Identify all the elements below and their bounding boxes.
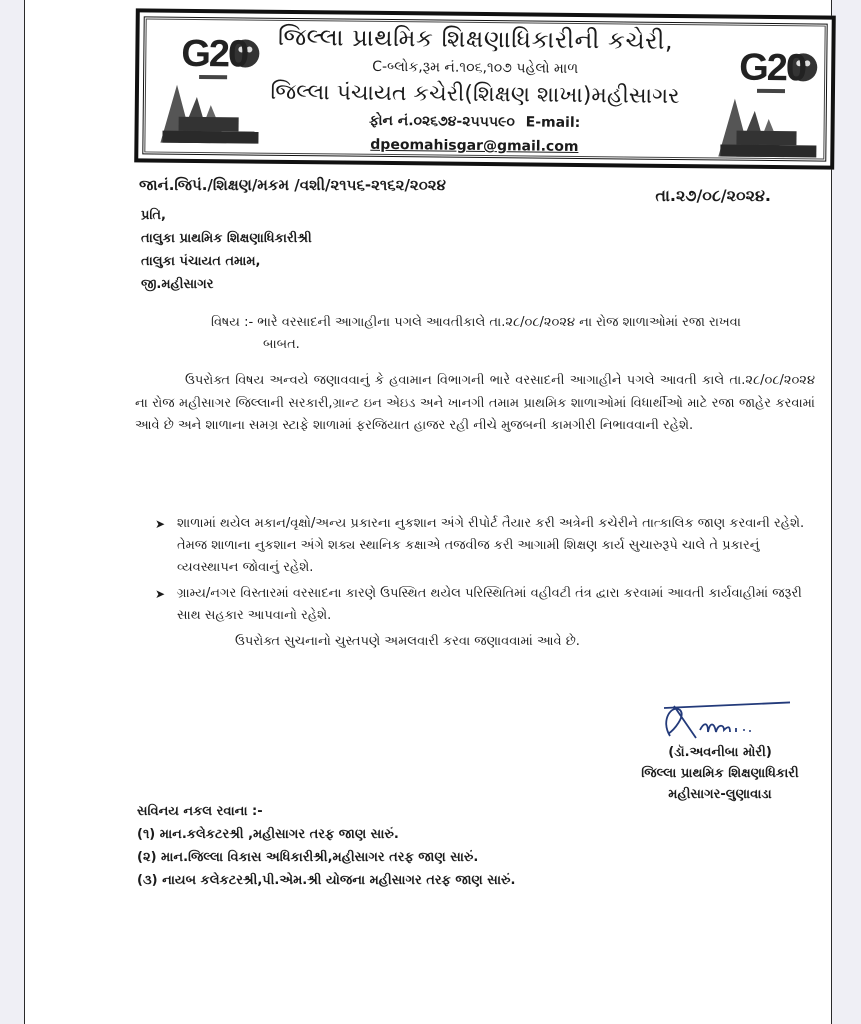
- g20-logo-right: [706, 44, 827, 161]
- subject-label: વિષય :-: [211, 315, 254, 330]
- email-label: E-mail:: [525, 114, 581, 131]
- recipient-line: તાલુકા પંચાયત તમામ,: [141, 254, 261, 269]
- recipient-block: [141, 204, 312, 296]
- g20-logo-text: G20: [739, 46, 806, 90]
- instruction-list: [155, 513, 815, 653]
- instruction-text: ગ્રામ્ય/નગર વિસ્તારમાં વરસાદના કારણે ઉપસ્થિત થયેલ પરિસ્થિતિમાં વહીવટી તંત્ર દ્વારા કરવામાં આવતી કાર્યવાહીમાં જરૂરી સાથ સહકાર આપવાનો રહેશે.: [177, 586, 802, 623]
- recipient-line: પ્રતિ,: [141, 208, 166, 223]
- g20-logo-left: [148, 30, 269, 147]
- office-name: જિલ્લા પ્રાથમિક શિક્ષણાધિકારીની કચેરી,: [277, 22, 674, 55]
- instruction-item: [155, 583, 815, 627]
- g20-logo-text: G20: [181, 32, 248, 76]
- body-paragraph: ઉપરોક્ત વિષય અન્વયે જણાવવાનું કે હવામાન વિભાગની ભારે વરસાદની આગાહીને પગલે આવતી કાલે તા.૨૮/૦૮/૨૦૨૪ ના રોજ મહીસાગર જિલ્લાની સરકારી,ગ્રાન્ટ ઇન એઇડ અને ખાનગી તમામ પ્રાથમિક શાળાઓમાં વિધાર્થીઓ માટે રજા જાહેર કરવામાં આવે છે અને શાળાના સમગ્ર સ્ટાફે શાળામાં ફરજિયાત હાજર રહી નીચે મુજબની કામગીરી નિભાવવાની રહેશે.: [135, 373, 815, 433]
- contact-line: [268, 108, 680, 160]
- signatory-location: મહીસાગર-લુણાવાડા: [668, 787, 772, 802]
- subject-block: [211, 312, 811, 356]
- subject-text: ભારે વરસાદની આગાહીના પગલે આવતીકાલે તા.૨૮/૦૮/૨૦૨૪ ના રોજ શાળાઓમાં રજા રાખવા: [257, 315, 741, 330]
- closing-line: ઉપરોક્ત સુચનાનો ચુસ્તપણે અમલવારી કરવા જણાવવામાં આવે છે.: [235, 634, 580, 649]
- copy-item: (૩) નાયબ કલેકટરશ્રી,પી.એમ.શ્રી યોજના મહીસાગર તરફ જાણ સારું.: [137, 873, 516, 888]
- copy-heading: સવિનય નકલ રવાના :-: [137, 804, 263, 819]
- recipient-line: તાલુકા પ્રાથમિક શિક્ષણાધિકારીશ્રી: [141, 231, 312, 246]
- arrow-bullet-icon: ➤: [155, 517, 166, 531]
- signatory-designation: જિલ્લા પ્રાથમિક શિક્ષણાધિકારી: [641, 766, 799, 781]
- office-address: C-બ્લોક,રૂમ નં.૧૦૬,૧૦૭ પહેલો માળ: [372, 58, 579, 77]
- copy-list: [137, 800, 515, 892]
- instruction-item: [155, 513, 815, 579]
- phone-number: ફોન નં.૦૨૬૭૪-૨૫૫૫૯૦: [368, 112, 515, 131]
- copy-item: (૨) માન.જિલ્લા વિકાસ અધિકારીશ્રી,મહીસાગર તરફ જાણ સારું.: [137, 850, 479, 865]
- instruction-text: શાળામાં થયેલ મકાન/વૃક્ષો/અન્ય પ્રકારના નુકશાન અંગે રીપોર્ટ તૈયાર કરી અત્રેની કચેરીને તાત્કાલિક જાણ કરવાની રહેશે. તેમજ શાળાના નુકશાન અંગે શક્ય સ્થાનિક કક્ષાએ તજવીજ કરી આગામી શિક્ષણ કાર્ય સુચારુરૂપે ચાલે તે પ્રકારનું વ્યવસ્થાપન જોવાનું રહેશે.: [177, 516, 805, 575]
- recipient-line: જી.મહીસાગર: [141, 277, 214, 292]
- arrow-bullet-icon: ➤: [155, 587, 166, 601]
- subject-continuation: બાબત.: [263, 337, 300, 352]
- letterhead: [134, 8, 836, 169]
- email-link[interactable]: dpeomahisgar@gmail.com: [370, 136, 579, 155]
- letter-date: તા.૨૭/૦૮/૨૦૨૪.: [655, 186, 771, 205]
- copy-item: (૧) માન.કલેકટરશ્રી ,મહીસાગર તરફ જાણ સારું.: [137, 827, 399, 842]
- letterhead-text: [268, 20, 681, 160]
- signature-icon: [650, 700, 790, 740]
- signature-block: [635, 700, 805, 805]
- document-page: [24, 0, 832, 1024]
- reference-number: જાનં.જિપં./શિક્ષણ/મકમ /વશી/૨૧૫૬-૨૧૬૨/૨૦૨૪: [139, 176, 446, 194]
- signatory-name: (ડૉ.અવનીબા મોરી): [668, 745, 772, 760]
- department-name: જિલ્લા પંચાયત કચેરી(શિક્ષણ શાખા)મહીસાગર: [270, 79, 680, 110]
